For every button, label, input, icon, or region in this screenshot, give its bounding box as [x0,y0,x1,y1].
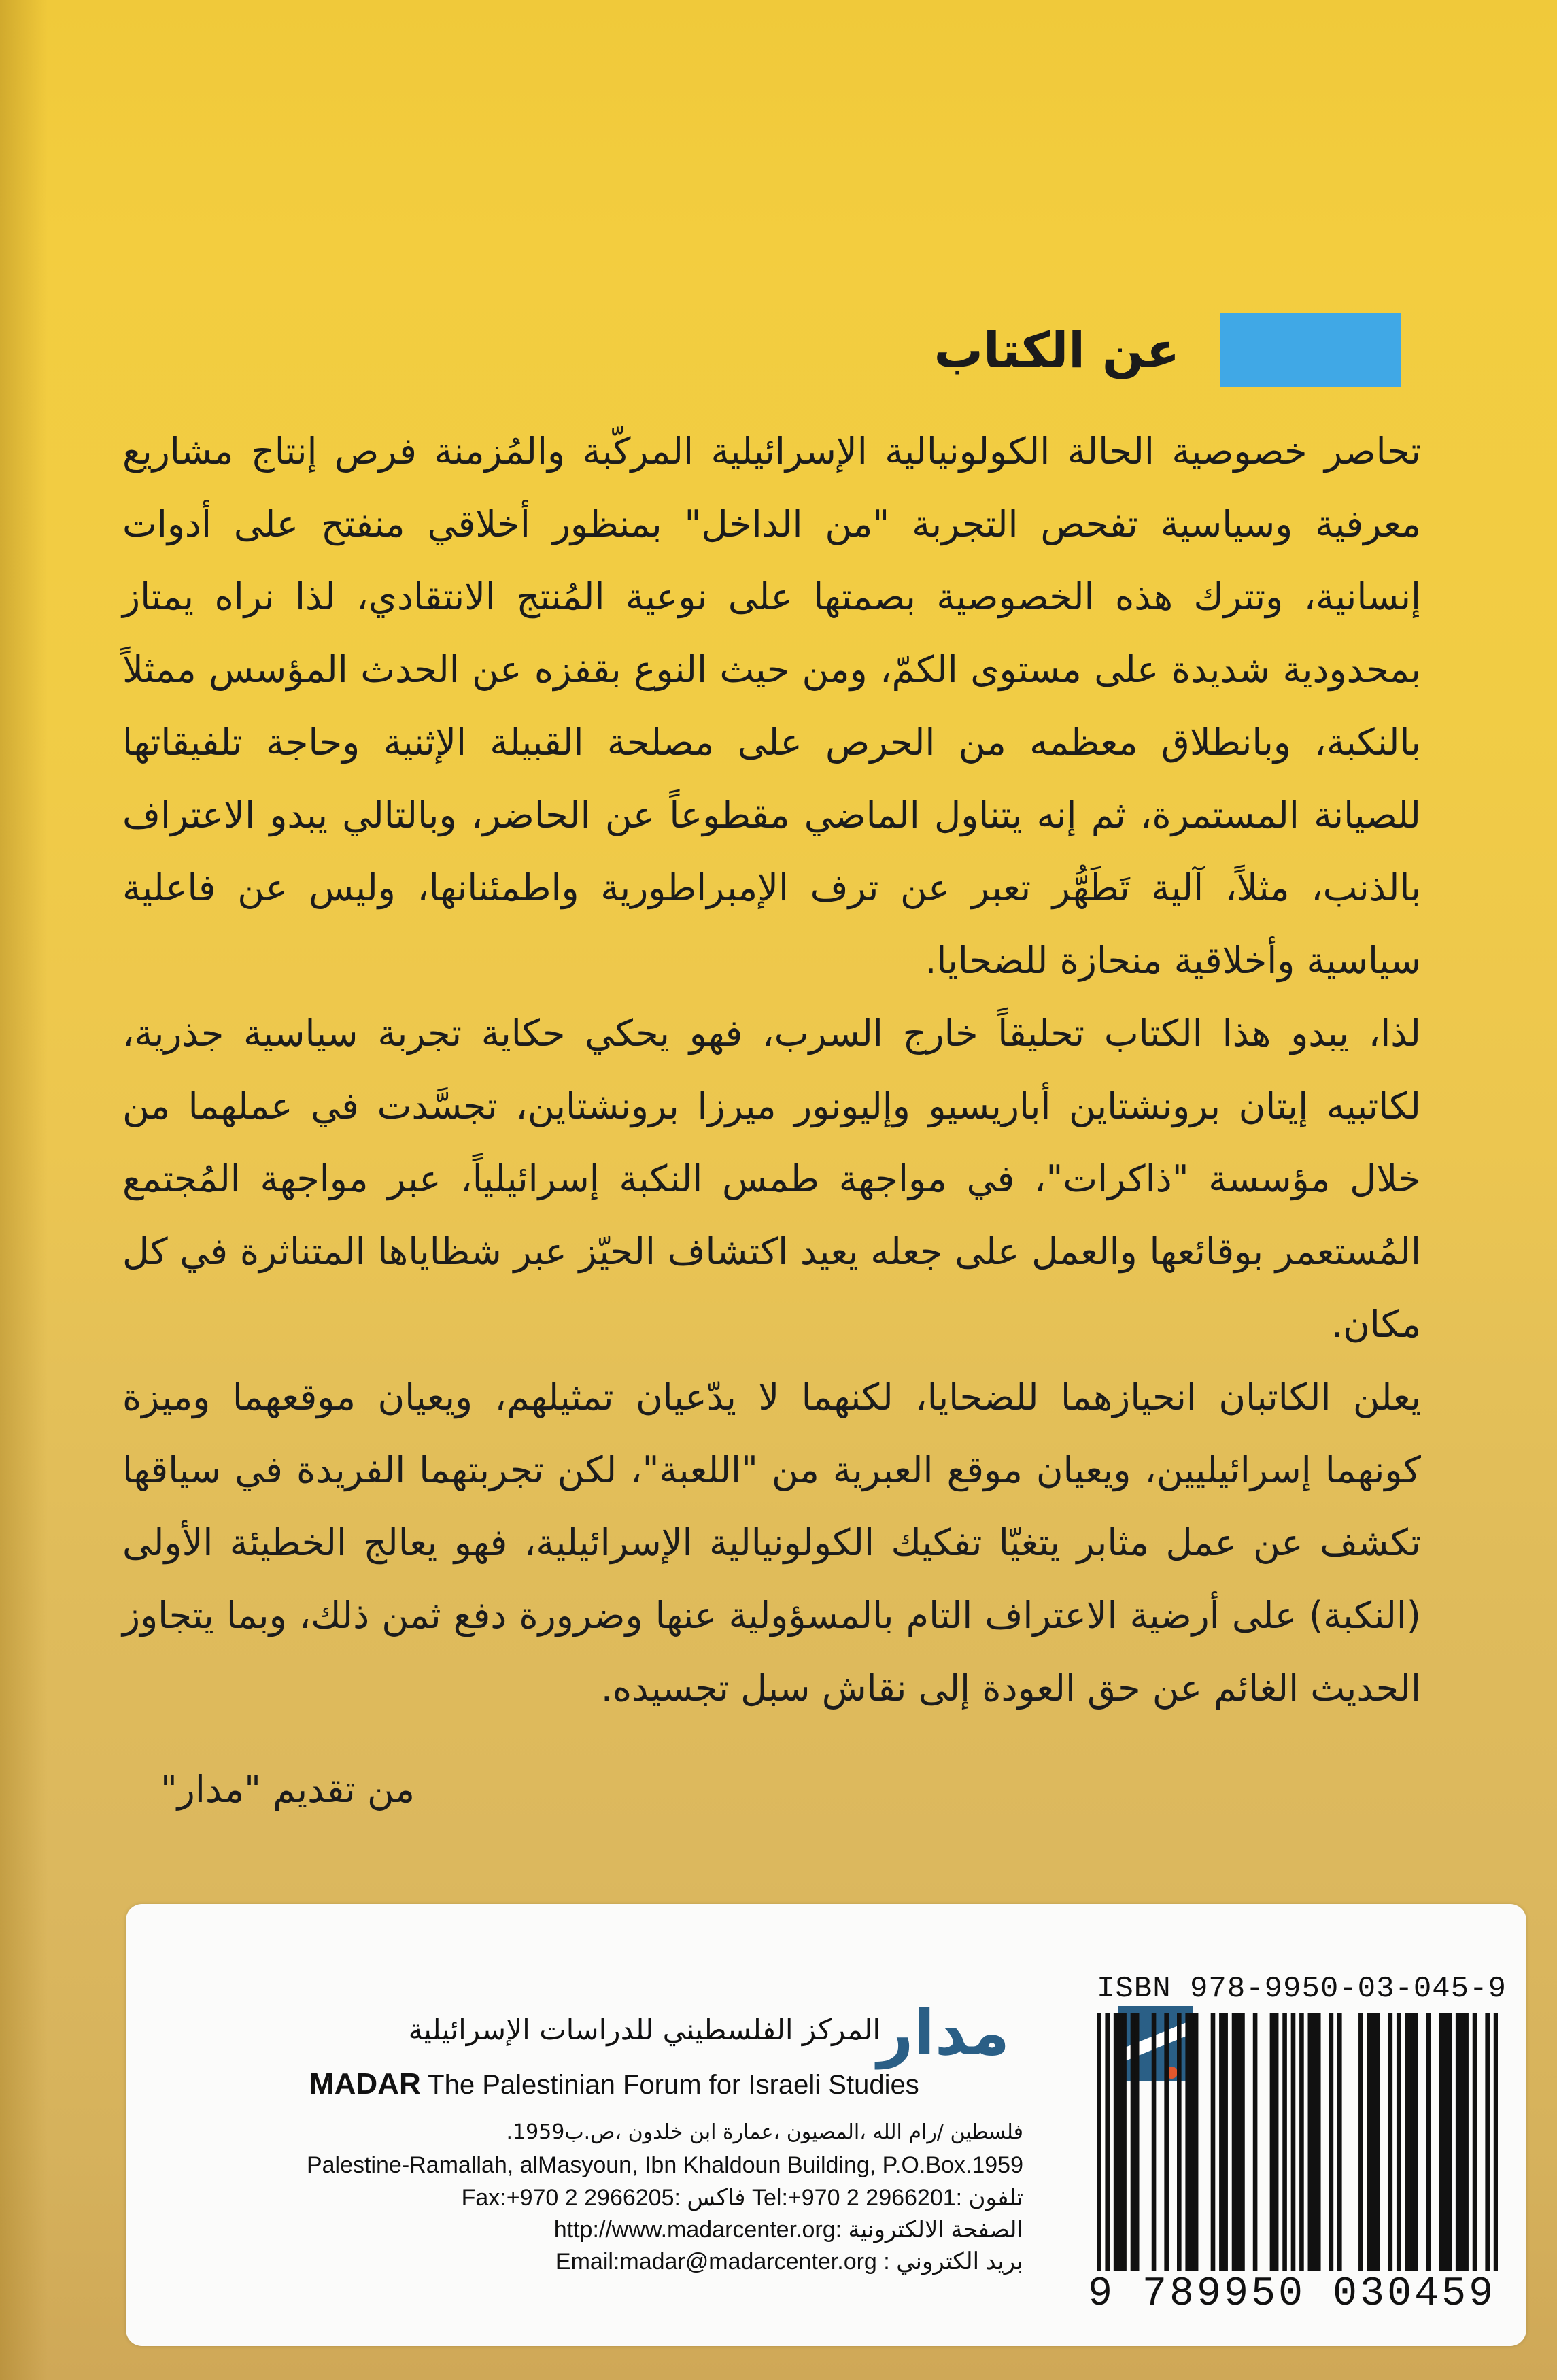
barcode-bar [1282,2013,1287,2271]
barcode-bar [1409,2013,1414,2271]
barcode-bar [1135,2013,1140,2271]
barcode-bar [1105,2013,1110,2271]
barcode-bar [1337,2013,1342,2271]
barcode-bar [1316,2013,1321,2271]
barcode-bar [1485,2013,1490,2271]
barcode-bar [1122,2013,1127,2271]
barcode-bar [1219,2013,1224,2271]
barcode-bar [1312,2013,1317,2271]
barcode-bar [1240,2013,1245,2271]
barcode-bar [1308,2013,1313,2271]
barcode-bar [1426,2013,1431,2271]
barcode-bar [1274,2013,1279,2271]
barcode-bar [1097,2013,1101,2271]
barcode-bar [1185,2013,1190,2271]
publisher-name-arabic: المركز الفلسطيني للدراسات الإسرائيلية [408,2013,880,2046]
blurb-paragraph-3: يعلن الكاتبان انحيازهما للضحايا، لكنهما لا يدّعيان تمثيلهم، ويعيان موقعهما وميزة كونهما إسرائيليين، ويعيان موقع العبرية من "اللعبة"، لكن تجربتهما الفريدة في سياقها تكشف عن عمل مثابر يتغيّا تفكيك الكولونيالية الإسرائيلية، فهو يعالج الخطيئة الأولى (النكبة) على أرضية الاعتراف التام بالمسؤولية عنها وضرورة دفع ثمن ذلك، وبما يتجاوز الحديث الغائم عن حق العودة إلى نقاش سبل تجسيده. [122,1376,1421,1710]
barcode-bar [1118,2013,1123,2271]
barcode-bar [1152,2013,1157,2271]
barcode-bar [1131,2013,1135,2271]
barcode-bar [1371,2013,1376,2271]
logo-wordmark: مدار [877,1996,1010,2069]
barcode-bar [1447,2013,1452,2271]
publisher-info-panel [126,1904,1526,2346]
barcode-bar [1405,2013,1409,2271]
barcode-bar [1253,2013,1258,2271]
barcode-number: 9 789950 030459 [1088,2271,1496,2317]
barcode-bar [1358,2013,1363,2271]
barcode-bar [1177,2013,1182,2271]
barcode-bar [1439,2013,1443,2271]
barcode-bar [1190,2013,1195,2271]
blurb-text [122,415,1421,1724]
blurb-paragraph-1: تحاصر خصوصية الحالة الكولونيالية الإسرائيلية المركّبة والمُزمنة فرص إنتاج مشاريع معرفية وسياسية تفحص التجربة "من الداخل" بمنظور أخلاقي منفتح على أدوات إنسانية، وتترك هذه الخصوصية بصمتها على نوعية المُنتج الانتقادي، لذا نراه يمتاز بمحدودية شديدة على مستوى الكمّ، ومن حيث النوع بقفزه عن الحدث المؤسس ممثلاً بالنكبة، وبانطلاق معظمه من الحرص على مصلحة القبيلة الإثنية وحاجة تلفيقاتها للصيانة المستمرة، ثم إنه يتناول الماضي مقطوعاً عن الحاضر، وبالتالي يبدو الاعتراف بالذنب، مثلاً، آلية تَطَهُّر تعبر عن ترف الإمبراطورية واطمئنانها، وليس عن فاعلية سياسية وأخلاقية منحازة للضحايا. [122,430,1421,982]
barcode-bar [1223,2013,1228,2271]
signature: من تقديم "مدار" [160,1768,415,1811]
barcode-bar [1236,2013,1241,2271]
publisher-name-english [309,2067,989,2101]
accent-box [1220,313,1401,387]
email: Email:madar@madarcenter.org : بريد الكتروني [555,2249,1023,2275]
barcode-bar [1329,2013,1334,2271]
publisher-full-name: The Palestinian Forum for Israeli Studies [420,2070,919,2100]
barcode-bar [1473,2013,1477,2271]
barcode-bar [1443,2013,1448,2271]
barcode-bar [1414,2013,1418,2271]
phone-numbers: Fax:+970 2 2966205: فاكس Tel:+970 2 2966201: تلفون [461,2185,1023,2211]
blurb-paragraph-2: لذا، يبدو هذا الكتاب تحليقاً خارج السرب، فهو يحكي حكاية تجربة سياسية جذرية، لكاتبيه إيتان برونشتاين أباريسيو وإليونور ميرزا برونشتاين، تجسَّدت في عملهما من خلال مؤسسة "ذاكرات"، في مواجهة طمس النكبة إسرائيلياً، عبر مواجهة المُجتمع المُستعمر بوقائعها والعمل على جعله يعيد اكتشاف الحيّز عبر شظاياها المتناثرة في كل مكان. [122,1012,1421,1346]
barcode-bar [1388,2013,1393,2271]
barcode [1097,2013,1498,2271]
publisher-acronym: MADAR [309,2067,421,2101]
barcode-bar [1211,2013,1216,2271]
barcode-bar [1456,2013,1460,2271]
barcode-bar [1114,2013,1118,2271]
website: http://www.madarcenter.org: الصفحة الالكترونية [553,2217,1023,2243]
barcode-bar [1194,2013,1199,2271]
barcode-bar [1164,2013,1169,2271]
address-arabic: فلسطين /رام الله ،المصيون ،عمارة ابن خلدون ،ص.ب1959. [506,2120,1023,2144]
barcode-bar [1367,2013,1371,2271]
section-header [934,309,1401,391]
barcode-bar [1464,2013,1469,2271]
barcode-bar [1270,2013,1275,2271]
barcode-bar [1397,2013,1401,2271]
barcode-bar [1494,2013,1498,2271]
isbn-label: ISBN 978-9950-03-045-9 [1097,1972,1507,2006]
barcode-bar [1299,2013,1304,2271]
barcode-bar [1375,2013,1380,2271]
section-title: عن الكتاب [934,322,1180,379]
barcode-bar [1291,2013,1296,2271]
barcode-bar [1460,2013,1465,2271]
address-english: Palestine-Ramallah, alMasyoun, Ibn Khaldoun Building, P.O.Box.1959 [306,2152,1023,2178]
barcode-bar [1232,2013,1237,2271]
